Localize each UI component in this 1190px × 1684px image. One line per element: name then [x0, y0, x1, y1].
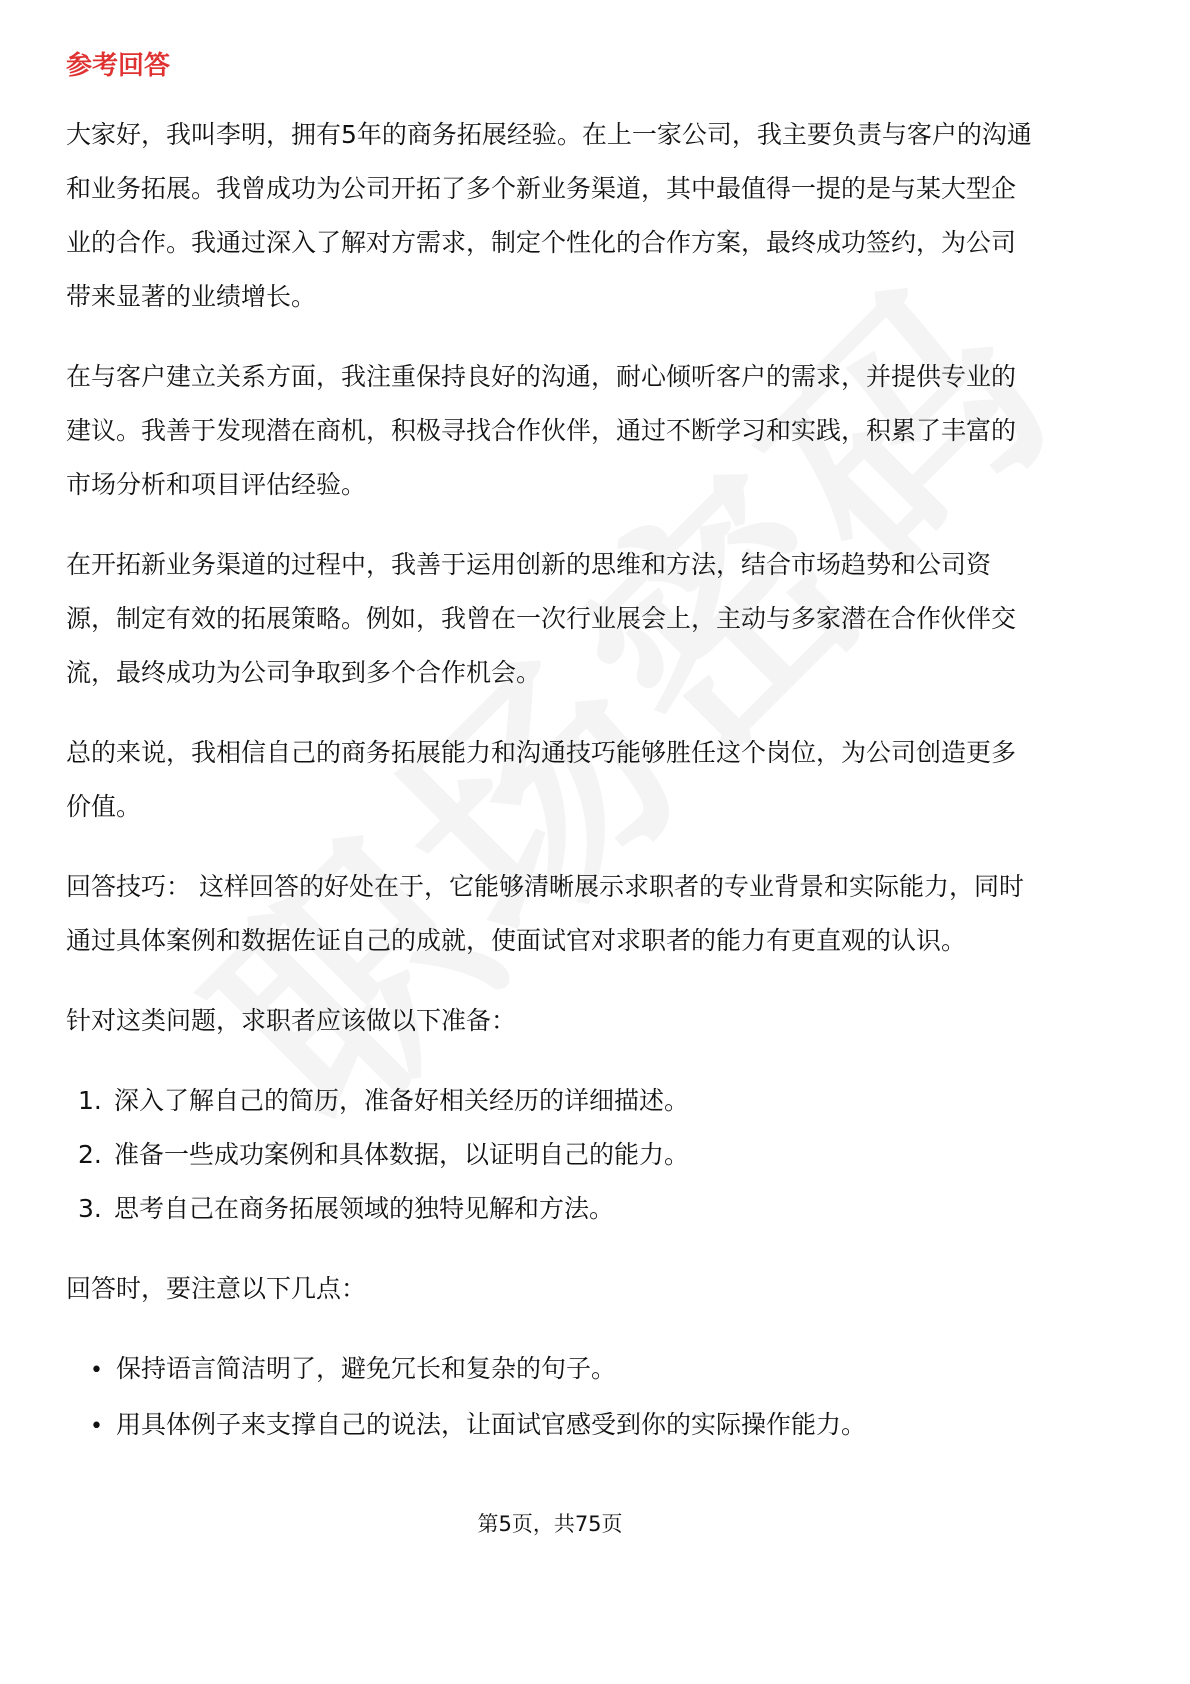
- section-heading: 参考回答: [66, 51, 171, 81]
- answer-content: [66, 108, 1034, 1454]
- list-item-text: 准备一些成功案例和具体数据，以证明自己的能力。: [114, 1140, 690, 1169]
- list-item: [66, 1342, 1034, 1398]
- paragraph-summary: 总的来说，我相信自己的商务拓展能力和沟通技巧能够胜任这个岗位，为公司创造更多价值。: [66, 738, 1017, 821]
- paragraph-notes-intro: 回答时，要注意以下几点：: [66, 1274, 367, 1303]
- list-item-text: 深入了解自己的简历，准备好相关经历的详细描述。: [114, 1086, 690, 1115]
- list-number: 2.: [78, 1140, 102, 1169]
- page-number: 第5页，共75页: [477, 1512, 623, 1536]
- paragraph-channels: 在开拓新业务渠道的过程中，我善于运用创新的思维和方法，结合市场趋势和公司资源，制定有效的拓展策略。例如，我曾在一次行业展会上，主动与多家潜在合作伙伴交流，最终成功为公司争取到多个合作机会。: [66, 550, 1017, 687]
- notes-list: [66, 1342, 1034, 1454]
- bullet-icon: •: [90, 1414, 103, 1439]
- paragraph-prep-intro: 针对这类问题，求职者应该做以下准备：: [66, 1006, 517, 1035]
- list-item-text: 用具体例子来支撑自己的说法，让面试官感受到你的实际操作能力。: [116, 1410, 867, 1439]
- list-number: 3.: [78, 1194, 102, 1223]
- paragraph-intro: 大家好，我叫李明，拥有5年的商务拓展经验。在上一家公司，我主要负责与客户的沟通和业务拓展。我曾成功为公司开拓了多个新业务渠道，其中最值得一提的是与某大型企业的合作。我通过深入了解对方需求，制定个性化的合作方案，最终成功签约，为公司带来显著的业绩增长。: [66, 120, 1032, 311]
- list-item: [66, 1074, 1034, 1128]
- list-item-text: 保持语言简洁明了，避免冗长和复杂的句子。: [116, 1354, 617, 1383]
- paragraph-relationships: 在与客户建立关系方面，我注重保持良好的沟通，耐心倾听客户的需求，并提供专业的建议。我善于发现潜在商机，积极寻找合作伙伴，通过不断学习和实践，积累了丰富的市场分析和项目评估经验。: [66, 362, 1017, 499]
- list-item-text: 思考自己在商务拓展领域的独特见解和方法。: [114, 1194, 615, 1223]
- list-item: [66, 1398, 1034, 1454]
- list-number: 1.: [78, 1086, 102, 1115]
- paragraph-tips: 回答技巧： 这样回答的好处在于，它能够清晰展示求职者的专业背景和实际能力，同时通过具体案例和数据佐证自己的成就，使面试官对求职者的能力有更直观的认识。: [66, 872, 1024, 955]
- list-item: [66, 1128, 1034, 1182]
- prep-list: [66, 1074, 1034, 1236]
- bullet-icon: •: [90, 1358, 103, 1383]
- list-item: [66, 1182, 1034, 1236]
